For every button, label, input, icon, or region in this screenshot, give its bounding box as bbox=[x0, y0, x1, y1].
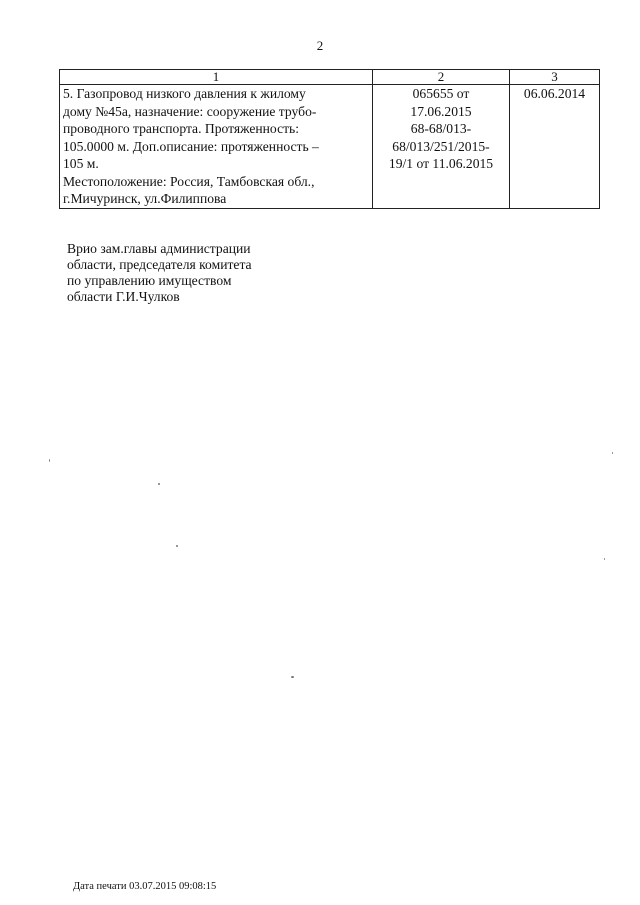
print-date: Дата печати 03.07.2015 09:08:15 bbox=[73, 881, 217, 892]
registration-line: 17.06.2015 bbox=[410, 103, 472, 119]
column-header-2: 2 bbox=[373, 70, 510, 85]
signature-line: Врио зам.главы администрации bbox=[67, 241, 251, 256]
registry-table bbox=[59, 69, 600, 209]
registration-line: 19/1 от 11.06.2015 bbox=[388, 156, 494, 171]
signature-line: области, председателя комитета bbox=[67, 257, 252, 272]
registration-line: 68/013/251/2015- bbox=[392, 138, 490, 154]
description-line: 105 м. bbox=[63, 156, 99, 171]
scan-speck bbox=[291, 676, 294, 678]
description-line: 105.0000 м. Доп.описание: протяженность – bbox=[63, 138, 319, 154]
scan-speck bbox=[612, 452, 613, 454]
scan-speck bbox=[176, 545, 178, 547]
table-row bbox=[60, 85, 600, 209]
table-header-row bbox=[60, 70, 600, 85]
registration-line: 065655 от bbox=[412, 86, 470, 101]
page-number: 2 bbox=[316, 38, 324, 53]
description-line: 5. Газопровод низкого давления к жилому bbox=[63, 86, 306, 101]
description-line: дому №45а, назначение: сооружение трубо- bbox=[63, 103, 317, 119]
registration-cell bbox=[373, 85, 510, 209]
object-description-cell bbox=[60, 85, 373, 209]
signature-line: по управлению имуществом bbox=[67, 273, 232, 288]
description-line: г.Мичуринск, ул.Филиппова bbox=[63, 191, 227, 206]
scan-speck bbox=[604, 558, 605, 560]
scan-speck bbox=[158, 483, 160, 485]
column-header-1: 1 bbox=[60, 70, 373, 85]
column-header-3: 3 bbox=[510, 70, 600, 85]
signature-block bbox=[67, 241, 252, 305]
description-line: Местоположение: Россия, Тамбовская обл., bbox=[63, 173, 315, 189]
description-line: проводного транспорта. Протяженность: bbox=[63, 121, 300, 136]
date-cell: 06.06.2014 bbox=[510, 85, 600, 209]
scan-speck bbox=[49, 459, 50, 462]
signature-line: области Г.И.Чулков bbox=[67, 289, 180, 304]
registration-line: 68-68/013- bbox=[410, 121, 472, 136]
